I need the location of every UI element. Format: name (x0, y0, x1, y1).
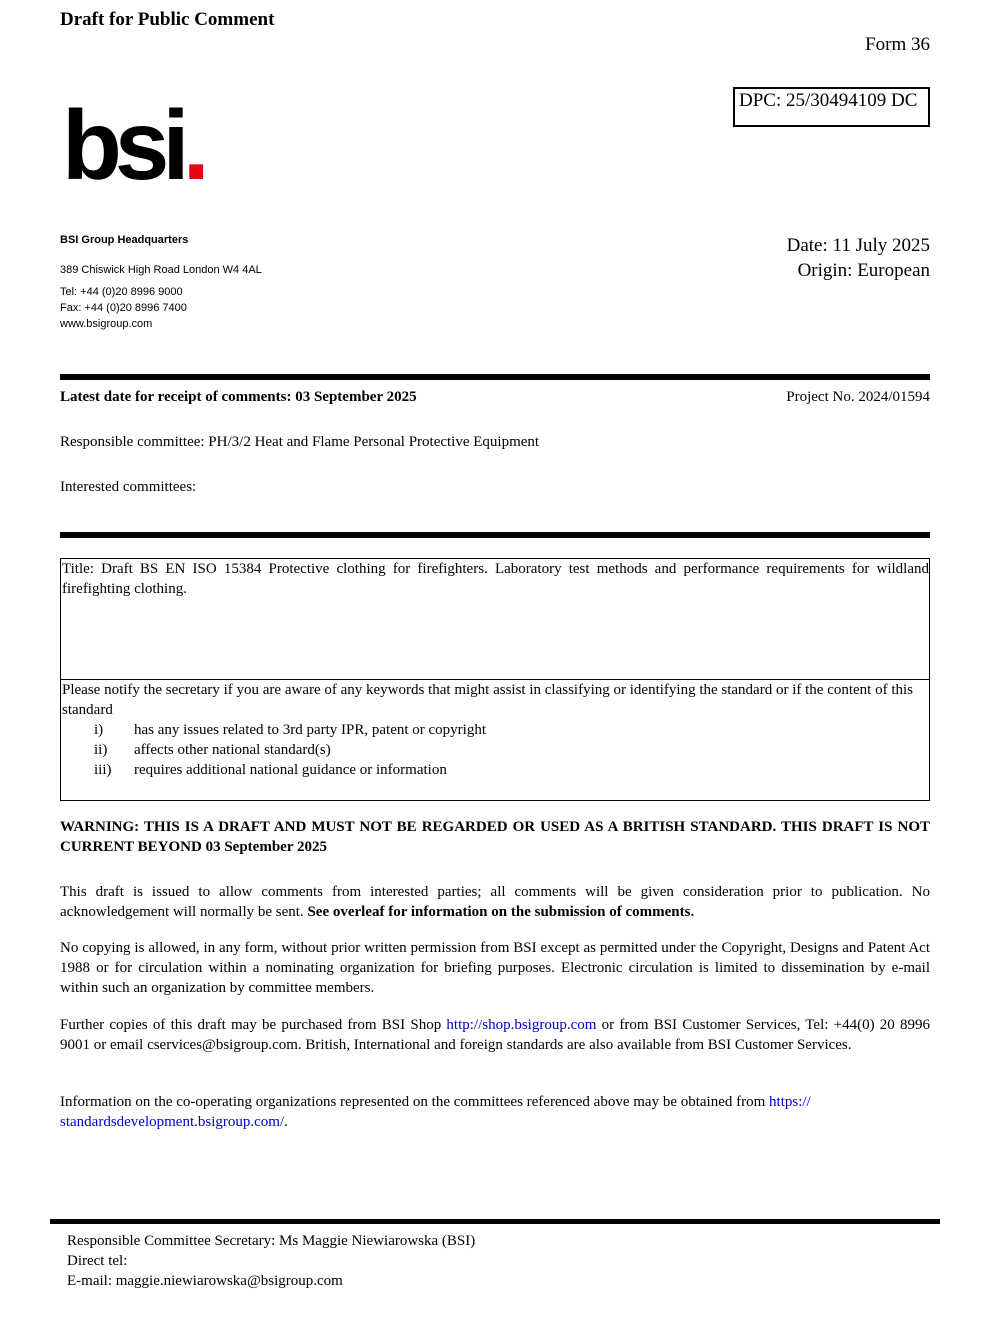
notify-item-text: has any issues related to 3rd party IPR, patent or copyright (134, 722, 487, 738)
origin: Origin: European (797, 260, 930, 281)
direct-tel: Direct tel: (67, 1253, 128, 1269)
standard-title: Title: Draft BS EN ISO 15384 Protective clothing for firefighters. Laboratory test methods and performance requirements for wildland firefighting clothing. (62, 561, 929, 597)
notify-item-number: i) (94, 722, 104, 738)
secretary-email: E-mail: maggie.niewiarowska@bsigroup.com (67, 1273, 343, 1289)
see-overleaf-note: See overleaf for information on the submission of comments. (307, 904, 695, 920)
notify-item (61, 720, 929, 740)
paragraph-copies (60, 1015, 930, 1055)
footer-contact (67, 1231, 475, 1291)
interested-committees: Interested committees: (60, 479, 197, 495)
date-origin-block (787, 233, 930, 283)
draft-label: Draft for Public Comment (60, 9, 275, 30)
org-fax: Fax: +44 (0)20 8996 7400 (60, 302, 187, 314)
logo-dot: . (182, 90, 203, 200)
org-tel: Tel: +44 (0)20 8996 9000 (60, 286, 183, 298)
notify-box (60, 679, 930, 801)
responsible-committee: Responsible committee: PH/3/2 Heat and Flame Personal Protective Equipment (60, 434, 540, 450)
notify-item-text: requires additional national guidance or information (134, 762, 447, 778)
paragraph-copying: No copying is allowed, in any form, without prior written permission from BSI except as permitted under the Copyright, Designs and Patent Act 1988 or for circulation within a nominating organization for briefing purposes. Electronic circulation is limited to dissemination by e-mail within such an organization by committee members. (60, 940, 930, 996)
mid-divider (60, 532, 930, 538)
paragraph-information (60, 1092, 930, 1132)
copies-text-cont: or from BSI Customer Services, Tel: +44(0) 20 8996 9001 or email cservices@bsigroup.com. British, International and foreign standards are also available from BSI Customer Services. (60, 1017, 930, 1053)
notify-item (61, 760, 929, 780)
information-text: Information on the co-operating organizations represented on the committees referenced above may be obtained from (60, 1094, 770, 1110)
comments-text: This draft is issued to allow comments from interested parties; all comments will be given consideration prior to publication. No acknowledgement will normally be sent. (60, 884, 930, 920)
project-number: Project No. 2024/01594 (786, 389, 930, 405)
standards-development-link[interactable]: https:// standardsdevelopment.bsigroup.com/ (60, 1094, 811, 1130)
logo-text: bsi (62, 90, 183, 200)
form-number: Form 36 (865, 34, 930, 55)
notify-item (61, 740, 929, 760)
notify-intro: Please notify the secretary if you are aware of any keywords that might assist in classifying or identifying the standard or if the content of this standard (62, 682, 914, 718)
org-web: www.bsigroup.com (60, 318, 153, 330)
bsi-logo (62, 90, 203, 200)
issue-date: Date: 11 July 2025 (786, 235, 930, 256)
notify-item-number: ii) (94, 742, 108, 758)
org-street: 389 Chiswick High Road London W4 4AL (60, 264, 262, 276)
title-box (60, 558, 930, 680)
org-name: BSI Group Headquarters (60, 234, 189, 246)
bsi-shop-link[interactable]: http://shop.bsigroup.com (446, 1017, 597, 1033)
committee-secretary: Responsible Committee Secretary: Ms Maggie Niewiarowska (BSI) (67, 1233, 476, 1249)
dpc-reference: DPC: 25/30494109 DC (733, 87, 930, 127)
copies-text: Further copies of this draft may be purchased from BSI Shop (60, 1017, 447, 1033)
paragraph-comments (60, 882, 930, 922)
information-end: . (284, 1114, 288, 1130)
notify-item-number: iii) (94, 762, 112, 778)
draft-warning: WARNING: THIS IS A DRAFT AND MUST NOT BE REGARDED OR USED AS A BRITISH STANDARD. THIS DRAFT IS NOT CURRENT BEYOND 03 September 2025 (60, 819, 930, 855)
top-divider (60, 374, 930, 380)
footer-divider (50, 1219, 940, 1224)
notify-item-text: affects other national standard(s) (134, 742, 331, 758)
latest-comment-date: Latest date for receipt of comments: 03 September 2025 (60, 389, 417, 405)
